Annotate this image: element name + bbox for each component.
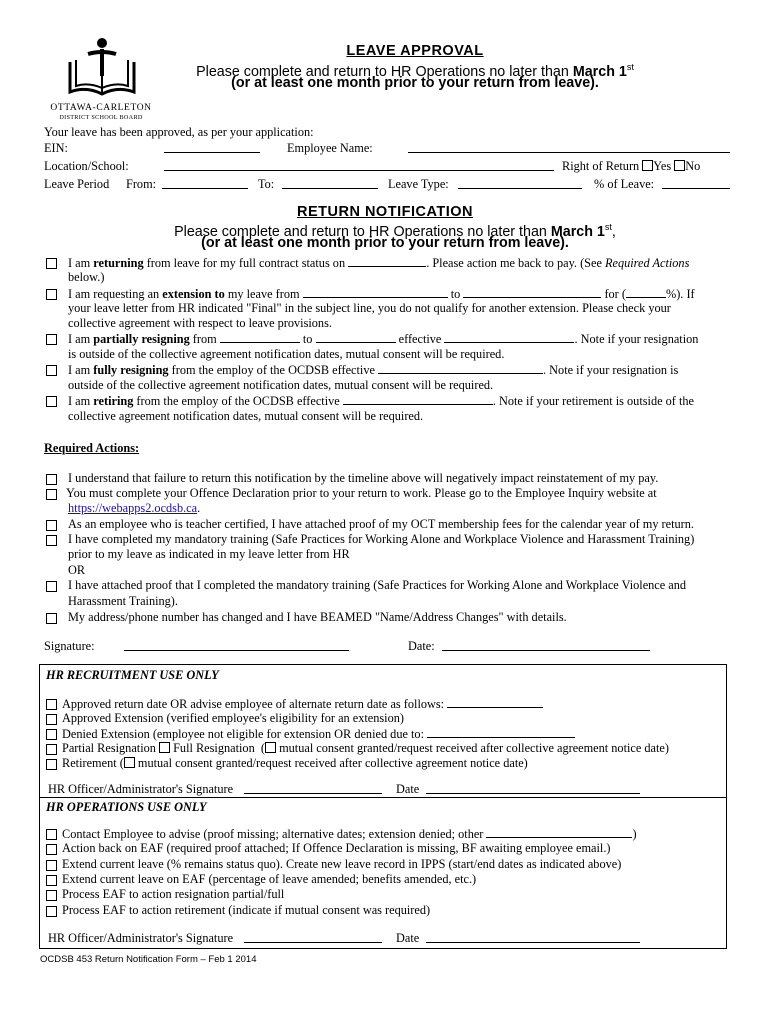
req-training-proof-checkbox[interactable] [46, 581, 57, 592]
signature-label: Signature: [44, 639, 95, 653]
ops-retirement: Process EAF to action retirement (indicate if mutual consent was required) [62, 903, 431, 917]
hr-partial-resignation-checkbox[interactable] [46, 744, 57, 755]
ops-extend-ipps: Extend current leave (% remains status quo). Create new leave record in IPPS (start/end dates as indicated above) [62, 857, 622, 871]
hr-full-resignation-checkbox[interactable] [159, 742, 170, 753]
hr-denied-extension: Denied Extension (employee not eligible for extension OR denied due to: [62, 726, 575, 743]
ops-action-back: Action back on EAF (required proof attached; If Offence Declaration is missing, BF awaiting employee email.) [62, 841, 611, 855]
percent-leave-field[interactable] [662, 177, 730, 189]
option-partial-resign: I am partially resigning from to effective . Note if your resignation [68, 332, 699, 346]
hr-retirement-row: Retirement ( mutual consent granted/request received after collective agreement notice date) [62, 756, 528, 770]
req-address-text: My address/phone number has changed and I have BEAMED "Name/Address Changes" with details. [68, 610, 567, 624]
required-actions-heading: Required Actions: [44, 441, 140, 455]
req-failure-checkbox[interactable] [46, 474, 57, 485]
partial-effective-field[interactable] [444, 331, 574, 343]
logo-text-line2: DISTRICT SCHOOL BOARD [59, 113, 143, 121]
notification-instruction-line1: Please complete and return to HR Operations no later than March 1st, [174, 222, 616, 240]
hr-ops-date-field[interactable] [426, 931, 640, 943]
ein-field[interactable] [164, 141, 260, 153]
extension-percent-field[interactable] [626, 286, 666, 298]
req-offence-text: You must complete your Offence Declaration prior to your return to work. Please go to the Employee Inquiry website at [66, 486, 657, 500]
ops-resignation-checkbox[interactable] [46, 890, 57, 901]
req-offence-checkbox[interactable] [46, 489, 57, 500]
partial-from-field[interactable] [220, 331, 300, 343]
leave-type-field[interactable] [458, 177, 582, 189]
hr-approved-extension: Approved Extension (verified employee's eligibility for an extension) [62, 711, 404, 725]
location-field[interactable] [164, 159, 554, 171]
hr-retire-mutual-consent-checkbox[interactable] [124, 757, 135, 768]
option-extension-cont1: your leave letter from HR indicated "Final" in the subject line, you do not qualify for another extension. Please check your [68, 301, 671, 315]
ops-resignation: Process EAF to action resignation partial/full [62, 887, 285, 901]
req-training-done-checkbox[interactable] [46, 535, 57, 546]
hr-recruitment-heading: HR RECRUITMENT USE ONLY [46, 668, 219, 682]
alternate-return-date-field[interactable] [447, 696, 543, 708]
extension-checkbox[interactable] [46, 289, 57, 300]
hr-resignation-row: Partial Resignation Full Resignation ( mutual consent granted/request received after collective agreement notice date) [62, 741, 669, 755]
ops-other-field[interactable] [486, 826, 632, 838]
employee-name-field[interactable] [408, 141, 730, 153]
leave-period-label: Leave Period [44, 177, 110, 191]
req-training-proof-text: I have attached proof that I completed the mandatory training (Safe Practices for Working Alone and Workplace Violence and [68, 578, 687, 592]
ops-contact-checkbox[interactable] [46, 829, 57, 840]
req-training-done-cont: prior to my leave as indicated in my leave letter from HR [68, 547, 350, 561]
form-footer: OCDSB 453 Return Notification Form – Feb 1 2014 [40, 954, 257, 965]
hr-retirement-checkbox[interactable] [46, 759, 57, 770]
retire-effective-field[interactable] [343, 393, 493, 405]
full-resign-checkbox[interactable] [46, 365, 57, 376]
signature-field[interactable] [124, 639, 349, 651]
ops-extend-eaf: Extend current leave on EAF (percentage of leave amended; benefits amended, etc.) [62, 872, 477, 886]
approval-intro: Your leave has been approved, as per your application: [44, 125, 314, 139]
employee-inquiry-link[interactable]: https://webapps2.ocdsb.ca [68, 501, 198, 515]
header-instruction-line2: (or at least one month prior to your return from leave). [231, 75, 599, 91]
req-oct-checkbox[interactable] [46, 520, 57, 531]
req-training-proof-cont: Harassment Training). [68, 594, 178, 608]
option-full-resign-cont: outside of the collective agreement notification dates, mutual consent will be required. [68, 378, 494, 392]
no-label: No [685, 159, 701, 173]
hr-approved-extension-checkbox[interactable] [46, 714, 57, 725]
hr-recruit-date-label: Date [396, 782, 420, 796]
leave-approval-title: LEAVE APPROVAL [346, 43, 484, 59]
leave-to-field[interactable] [282, 177, 378, 189]
ops-retirement-checkbox[interactable] [46, 906, 57, 917]
hr-recruit-sig-label: HR Officer/Administrator's Signature [48, 782, 234, 796]
option-returning-cont: below.) [68, 270, 105, 284]
date-label: Date: [408, 639, 435, 653]
to-label: To: [258, 177, 275, 191]
option-retiring: I am retiring from the employ of the OCDSB effective . Note if your retirement is outside of the [68, 394, 694, 408]
retiring-checkbox[interactable] [46, 396, 57, 407]
hr-resign-mutual-consent-checkbox[interactable] [265, 742, 276, 753]
req-failure-text: I understand that failure to return this notification by the timeline above will negatively impact reinstatement of my pay. [68, 471, 659, 485]
date-field[interactable] [442, 639, 650, 651]
employee-name-label: Employee Name: [287, 141, 373, 155]
option-full-resign: I am fully resigning from the employ of the OCDSB effective . Note if your resignation is [68, 363, 679, 377]
hr-approved-return-checkbox[interactable] [46, 699, 57, 710]
ops-action-back-checkbox[interactable] [46, 844, 57, 855]
right-of-return-no-checkbox[interactable] [674, 160, 685, 171]
extension-from-field[interactable] [303, 286, 448, 298]
right-of-return-group [562, 159, 700, 175]
hr-ops-date-label: Date [396, 931, 420, 945]
denied-reason-field[interactable] [427, 726, 575, 738]
yes-label: Yes [653, 159, 672, 173]
partial-resign-checkbox[interactable] [46, 334, 57, 345]
req-offence-link-line: https://webapps2.ocdsb.ca. [68, 501, 201, 515]
hr-recruit-date-field[interactable] [426, 782, 640, 794]
hr-ops-sig-label: HR Officer/Administrator's Signature [48, 931, 234, 945]
req-address-checkbox[interactable] [46, 613, 57, 624]
or-label: OR [68, 563, 86, 577]
req-oct-text: As an employee who is teacher certified, I have attached proof of my OCT membership fees for the calendar year of my return. [68, 517, 694, 531]
returning-checkbox[interactable] [46, 258, 57, 269]
ein-label: EIN: [44, 141, 68, 155]
ops-contact: Contact Employee to advise (proof missing; alternative dates; extension denied; other ) [62, 827, 637, 841]
req-training-done-text: I have completed my mandatory training (Safe Practices for Working Alone and Workplace Violence and Harassment Training) [68, 532, 695, 546]
hr-denied-extension-checkbox[interactable] [46, 729, 57, 740]
option-returning: I am returning from leave for my full contract status on . Please action me back to pay. (See Required Actions [68, 256, 690, 270]
notification-instruction-line2: (or at least one month prior to your return from leave). [201, 235, 569, 251]
location-label: Location/School: [44, 159, 129, 173]
partial-to-field[interactable] [316, 331, 396, 343]
option-partial-resign-cont: is outside of the collective agreement notification dates, mutual consent will be required. [68, 347, 505, 361]
hr-approved-return: Approved return date OR advise employee of alternate return date as follows: [62, 696, 543, 713]
leave-from-field[interactable] [162, 177, 248, 189]
option-retiring-cont: collective agreement notification dates, mutual consent will be required. [68, 409, 424, 423]
logo-text-line1: OTTAWA-CARLETON [50, 102, 152, 113]
full-resign-effective-field[interactable] [378, 362, 543, 374]
return-date-field[interactable] [348, 255, 426, 267]
right-of-return-yes-checkbox[interactable] [642, 160, 653, 171]
ops-extend-ipps-checkbox[interactable] [46, 860, 57, 871]
hr-recruit-sig-field[interactable] [244, 782, 382, 794]
ops-extend-eaf-checkbox[interactable] [46, 875, 57, 886]
header-instruction-line1: Please complete and return to HR Operations no later than March 1st [196, 62, 634, 80]
extension-to-field[interactable] [463, 286, 601, 298]
percent-leave-label: % of Leave: [594, 177, 655, 191]
option-extension: I am requesting an extension to my leave from to for ( %). If [68, 287, 695, 301]
option-extension-cont2: collective agreement with respect to leave provisions. [68, 316, 332, 330]
hr-operations-heading: HR OPERATIONS USE ONLY [46, 800, 207, 814]
hr-ops-sig-field[interactable] [244, 931, 382, 943]
right-of-return-label: Right of Return [562, 159, 640, 173]
leave-type-label: Leave Type: [388, 177, 449, 191]
from-label: From: [126, 177, 157, 191]
return-notification-title: RETURN NOTIFICATION [297, 204, 473, 220]
